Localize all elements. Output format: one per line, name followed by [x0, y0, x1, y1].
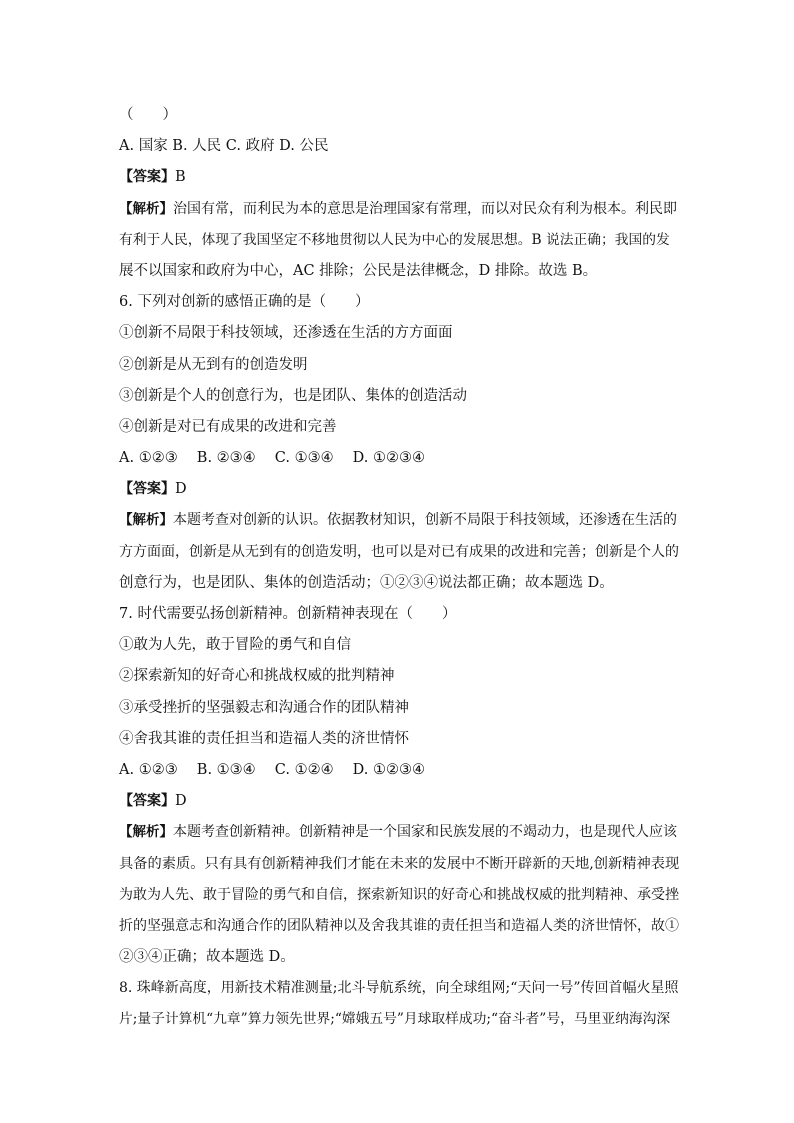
analysis-tag: 【解析】 — [119, 512, 173, 529]
question-8-stem: 8. 珠峰新高度，用新技术精准测量;北斗导航系统，向全球组网;“天问一号”传回首幅火星照 — [119, 980, 679, 997]
question-6-options: A. ①②③ B. ②③④ C. ①③④ D. ①②③④ — [119, 450, 426, 467]
question-6-stem: 6. 下列对创新的感悟正确的是（ ） — [119, 294, 370, 311]
analysis-line: 为敢为人先、敢于冒险的勇气和自信，探索新知识的好奇心和挑战权威的批判精神、承受挫 — [119, 886, 679, 903]
analysis-tag: 【解析】 — [119, 824, 173, 841]
answer-tag: 【答案】 — [119, 169, 175, 186]
question-7-options: A. ①②③ B. ①③④ C. ①②④ D. ①②③④ — [119, 761, 426, 778]
question-6-item: ③创新是个人的创意行为，也是团队、集体的创造活动 — [119, 387, 467, 404]
answer-tag: 【答案】 — [119, 793, 175, 810]
question-6-item: ④创新是对已有成果的改进和完善 — [119, 418, 337, 435]
question-7-item: ②探索新知的好奇心和挑战权威的批判精神 — [119, 668, 395, 685]
analysis-line — [119, 505, 679, 536]
answer-line — [119, 162, 679, 193]
answer-tag: 【答案】 — [119, 481, 175, 498]
answer-line — [119, 786, 679, 817]
answer-value: D — [175, 793, 187, 810]
analysis-line: ②③④正确；故本题选 D。 — [119, 949, 295, 966]
analysis-text: 治国有常，而利民为本的意思是治理国家有常理，而以对民众有利为根本。利民即 — [173, 200, 677, 217]
analysis-line: 折的坚强意志和沟通合作的团队精神以及舍我其谁的责任担当和造福人类的济世情怀，故① — [119, 917, 679, 934]
answer-value: B — [175, 169, 186, 186]
question-7-item: ①敢为人先，敢于冒险的勇气和自信 — [119, 637, 351, 654]
analysis-line: 有利于人民，体现了我国坚定不移地贯彻以人民为中心的发展思想。B 说法正确；我国的发 — [119, 231, 670, 248]
question-8-stem: 片;量子计算机“九章”算力领先世界;“嫦娥五号”月球取样成功;“奋斗者”号，马里亚纳海沟深 — [119, 1011, 671, 1028]
options-line: A. 国家 B. 人民 C. 政府 D. 公民 — [119, 138, 329, 155]
analysis-line: 创意行为，也是团队、集体的创造活动；①②③④说法都正确；故本题选 D。 — [119, 574, 614, 591]
answer-line — [119, 474, 679, 505]
question-paren-line: （ ） — [119, 107, 177, 123]
question-6-item: ①创新不局限于科技领域，还渗透在生活的方方面面 — [119, 325, 453, 342]
question-6-item: ②创新是从无到有的创造发明 — [119, 356, 308, 373]
question-7-item: ④舍我其谁的责任担当和造福人类的济世情怀 — [119, 730, 409, 747]
document-body — [119, 100, 679, 1036]
analysis-line — [119, 194, 679, 225]
analysis-line: 具备的素质。只有具有创新精神我们才能在未来的发展中不断开辟新的天地,创新精神表现 — [119, 855, 680, 872]
analysis-text: 本题考查对创新的认识。依据教材知识，创新不局限于科技领域，还渗透在生活的 — [173, 512, 677, 529]
analysis-tag: 【解析】 — [119, 200, 173, 217]
answer-value: D — [175, 481, 187, 498]
analysis-line: 方方面面，创新是从无到有的创造发明，也可以是对已有成果的改进和完善；创新是个人的 — [119, 543, 679, 560]
analysis-line — [119, 817, 679, 848]
question-7-stem: 7. 时代需要弘扬创新精神。创新精神表现在（ ） — [119, 606, 457, 622]
analysis-line: 展不以国家和政府为中心，AC 排除；公民是法律概念，D 排除。故选 B。 — [119, 262, 598, 279]
analysis-text: 本题考查创新精神。创新精神是一个国家和民族发展的不竭动力，也是现代人应该 — [173, 824, 677, 841]
question-7-item: ③承受挫折的坚强毅志和沟通合作的团队精神 — [119, 699, 409, 716]
